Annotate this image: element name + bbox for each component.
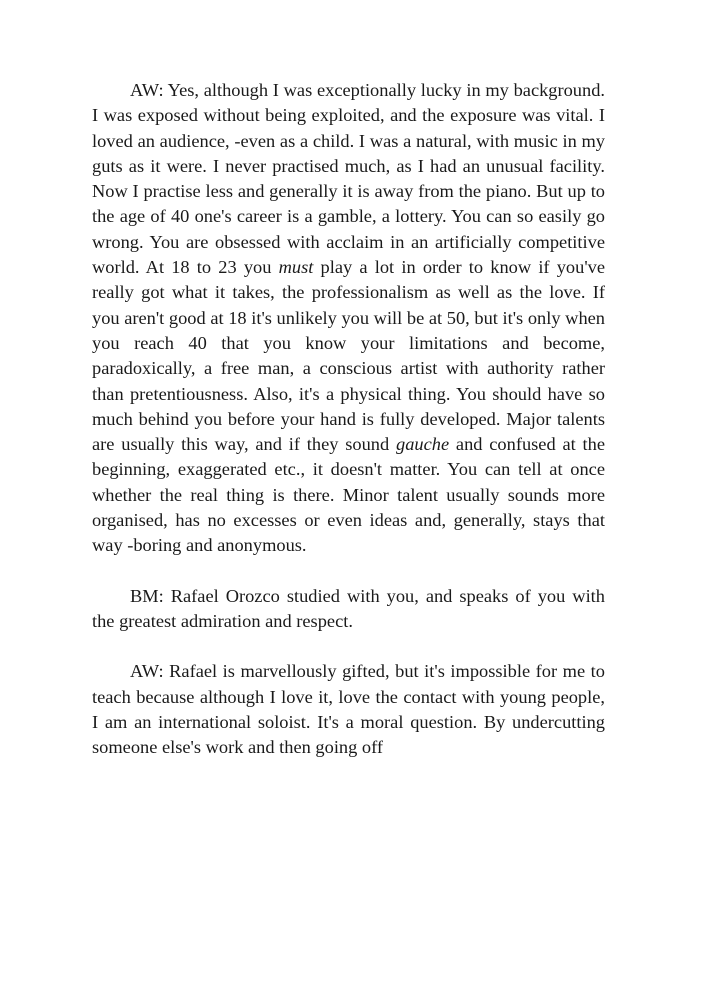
body-text: AW: Yes, although I was exceptionally lucky in my background. I was exposed without being exploited, and the exposure was vital. I loved an audience, -even as a child. I was a natural, with music in my guts as it were. I never practised much, as I had an unusual facility. Now I practise less and generally it is away from the piano. But up to the age of 40 one's career is a gamble, a lottery. You can so easily go wrong. You are obsessed with acclaim in an artificially competitive world. At 18 to 23 you [92,80,605,278]
body-text: play a lot in order to know if you've really got what it takes, the professionalism as well as the love. If you aren't good at 18 it's unlikely you will be at 50, but it's only when you reach 40 that you know your limitations and become, paradoxically, a free man, a conscious artist with authority rather than pretentiousness. Also, it's a physical thing. You should have so much behind you before your hand is fully developed. Major talents are usually this way, and if they sound [92,257,605,455]
body-text: BM: Rafael Orozco studied with you, and speaks of you with the greatest admiration and respect. [92,585,605,631]
text-column [92,78,605,760]
paragraph [92,584,605,635]
emphasis-text: gauche [396,434,450,455]
paragraph [92,659,605,760]
paragraph [92,78,605,559]
body-text: and confused at the beginning, exaggerated etc., it doesn't matter. You can tell at once whether the real thing is there. Minor talent usually sounds more organised, has no excesses or even ideas and, generally, stays that way -boring and anonymous. [92,434,605,556]
body-text: AW: Rafael is marvellously gifted, but it's impossible for me to teach because although I love it, love the contact with young people, I am an international soloist. It's a moral question. By undercutting someone else's work and then going off [92,661,605,758]
emphasis-text: must [278,257,314,278]
